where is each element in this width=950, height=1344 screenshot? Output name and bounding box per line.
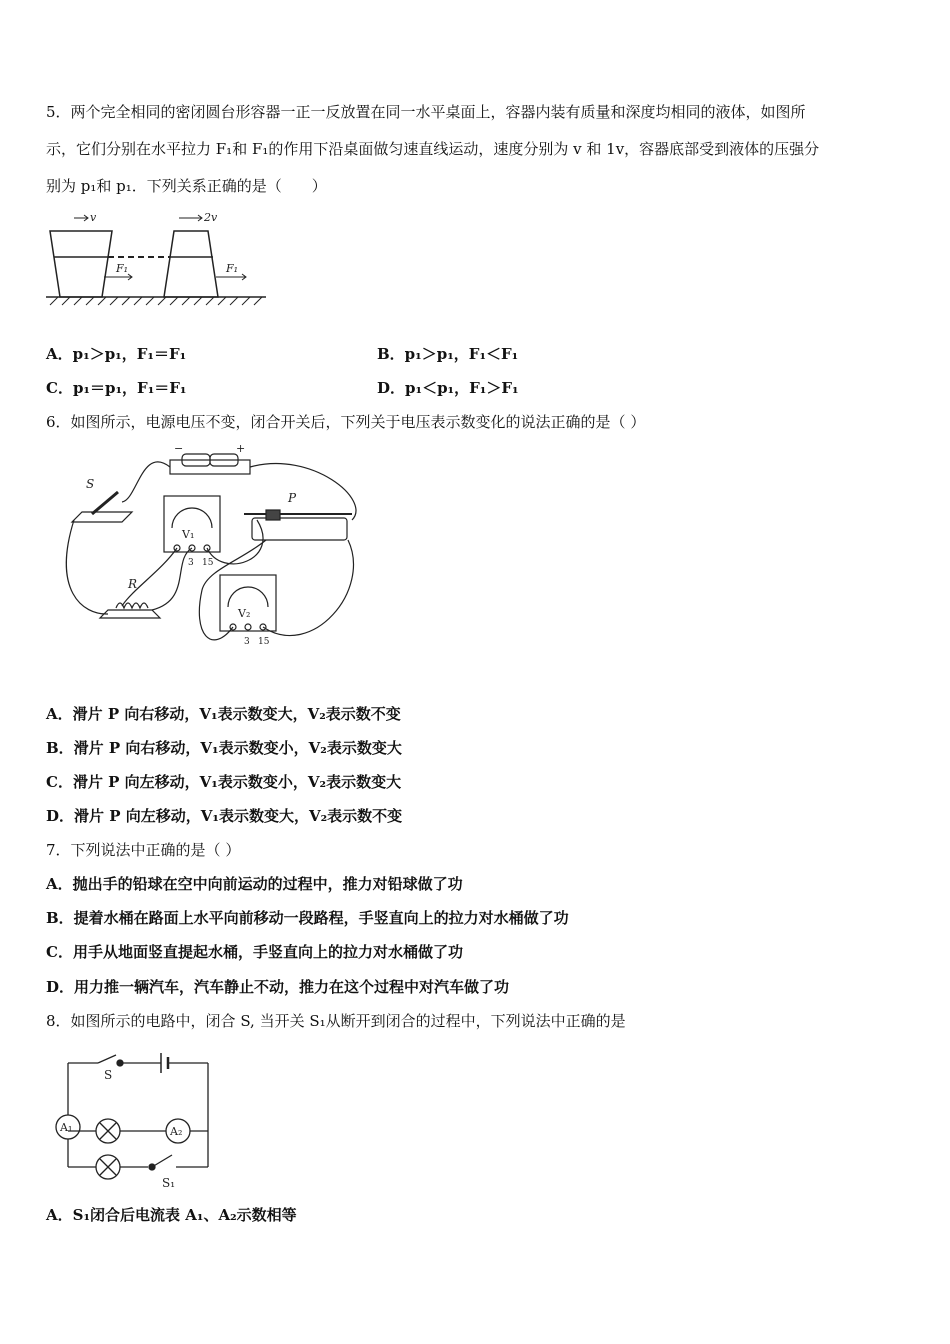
q6-label-p: P bbox=[288, 491, 297, 505]
q8-label-a1: A₁ bbox=[60, 1121, 73, 1134]
q8-switch-s1 bbox=[152, 1155, 172, 1167]
q7-option-c[interactable]: C．用手从地面竖直提起水桶，手竖直向上的拉力对水桶做了功 bbox=[46, 943, 463, 961]
q6-wire-3 bbox=[66, 520, 108, 614]
q5-stem-line-2: 示，它们分别在水平拉力 F₁和 F₁的作用下沿桌面做匀速直线运动，速度分别为 v 和 1v，容器底部受到液体的压强分 bbox=[46, 140, 820, 158]
q8-label-s1: S₁ bbox=[162, 1176, 176, 1190]
q5-option-c[interactable]: C．p₁＝p₁，F₁＝F₁ bbox=[46, 379, 187, 397]
q6-v2-terminal-3: 3 bbox=[244, 637, 250, 647]
q6-wire-5 bbox=[207, 520, 263, 564]
q6-label-v2: V₂ bbox=[238, 607, 251, 620]
q5-figure bbox=[44, 205, 269, 315]
q5-ground-hatch bbox=[50, 297, 262, 305]
q6-figure bbox=[52, 440, 372, 670]
q8-switch-s bbox=[98, 1055, 116, 1063]
q5-option-b[interactable]: B．p₁＞p₁，F₁＜F₁ bbox=[377, 345, 519, 363]
q7-option-d[interactable]: D．用力推一辆汽车，汽车静止不动，推力在这个过程中对汽车做了功 bbox=[46, 978, 510, 996]
q5-option-a[interactable]: A．p₁＞p₁，F₁＝F₁ bbox=[46, 345, 187, 363]
q5-container-upright bbox=[164, 231, 218, 297]
q5-label-2v: 2v bbox=[204, 211, 218, 224]
q6-resistor-base bbox=[100, 610, 160, 618]
q6-label-plus: + bbox=[236, 442, 246, 455]
q6-label-s: S bbox=[86, 477, 95, 491]
q5-stem-line-3: 别为 p₁和 p₁．下列关系正确的是（ ） bbox=[46, 177, 327, 195]
q6-label-v1: V₁ bbox=[182, 528, 195, 541]
q8-label-s: S bbox=[104, 1068, 113, 1082]
q6-v2-terminal-15: 15 bbox=[258, 637, 270, 647]
q6-wire-6 bbox=[152, 548, 192, 610]
q6-v2-dial bbox=[228, 587, 268, 607]
q7-option-a[interactable]: A．抛出手的铅球在空中向前运动的过程中，推力对铅球做了功 bbox=[46, 875, 463, 893]
q6-label-r: R bbox=[128, 577, 138, 591]
q6-wire-1 bbox=[122, 462, 170, 502]
q6-slider-p bbox=[266, 510, 280, 520]
q6-option-d[interactable]: D．滑片 P 向左移动，V₁表示数变大，V₂表示数不变 bbox=[46, 807, 403, 825]
q5-stem-line-1: 5．两个完全相同的密闭圆台形容器一正一反放置在同一水平桌面上，容器内装有质量和深度均相同的液体，如图所 bbox=[46, 103, 806, 121]
q6-option-c[interactable]: C．滑片 P 向左移动，V₁表示数变小，V₂表示数变大 bbox=[46, 773, 402, 791]
q5-label-v: v bbox=[90, 211, 97, 224]
q5-label-f1b: F₁ bbox=[226, 262, 239, 275]
q8-label-a2: A₂ bbox=[170, 1125, 183, 1138]
q8-figure bbox=[48, 1045, 218, 1190]
q6-option-b[interactable]: B．滑片 P 向右移动，V₁表示数变小，V₂表示数变大 bbox=[46, 739, 402, 757]
q6-resistor-coil bbox=[116, 603, 148, 608]
q7-stem: 7．下列说法中正确的是（ ） bbox=[46, 841, 241, 859]
q6-label-minus: − bbox=[174, 442, 184, 455]
q7-option-b[interactable]: B．提着水桶在路面上水平向前移动一段路程，手竖直向上的拉力对水桶做了功 bbox=[46, 909, 569, 927]
q5-option-d[interactable]: D．p₁＜p₁，F₁＞F₁ bbox=[377, 379, 519, 397]
q6-stem: 6．如图所示，电源电压不变，闭合开关后，下列关于电压表示数变化的说法正确的是（ ） bbox=[46, 413, 646, 431]
q6-v1-terminal-3: 3 bbox=[188, 558, 194, 568]
q6-switch-lever bbox=[92, 492, 118, 514]
q6-v1-terminal-15: 15 bbox=[202, 558, 214, 568]
q8-switch-s-contact bbox=[117, 1060, 123, 1066]
q6-v1-dial bbox=[172, 508, 212, 528]
q5-label-f1a: F₁ bbox=[116, 262, 129, 275]
q6-rheostat bbox=[252, 518, 347, 540]
q8-option-a[interactable]: A．S₁闭合后电流表 A₁、A₂示数相等 bbox=[46, 1206, 297, 1224]
q8-stem: 8．如图所示的电路中，闭合 S, 当开关 S₁从断开到闭合的过程中，下列说法中正确的是 bbox=[46, 1012, 626, 1030]
q6-option-a[interactable]: A．滑片 P 向右移动，V₁表示数变大，V₂表示数不变 bbox=[46, 705, 401, 723]
q5-container-inverted bbox=[50, 231, 112, 297]
q6-switch-base bbox=[72, 512, 132, 522]
